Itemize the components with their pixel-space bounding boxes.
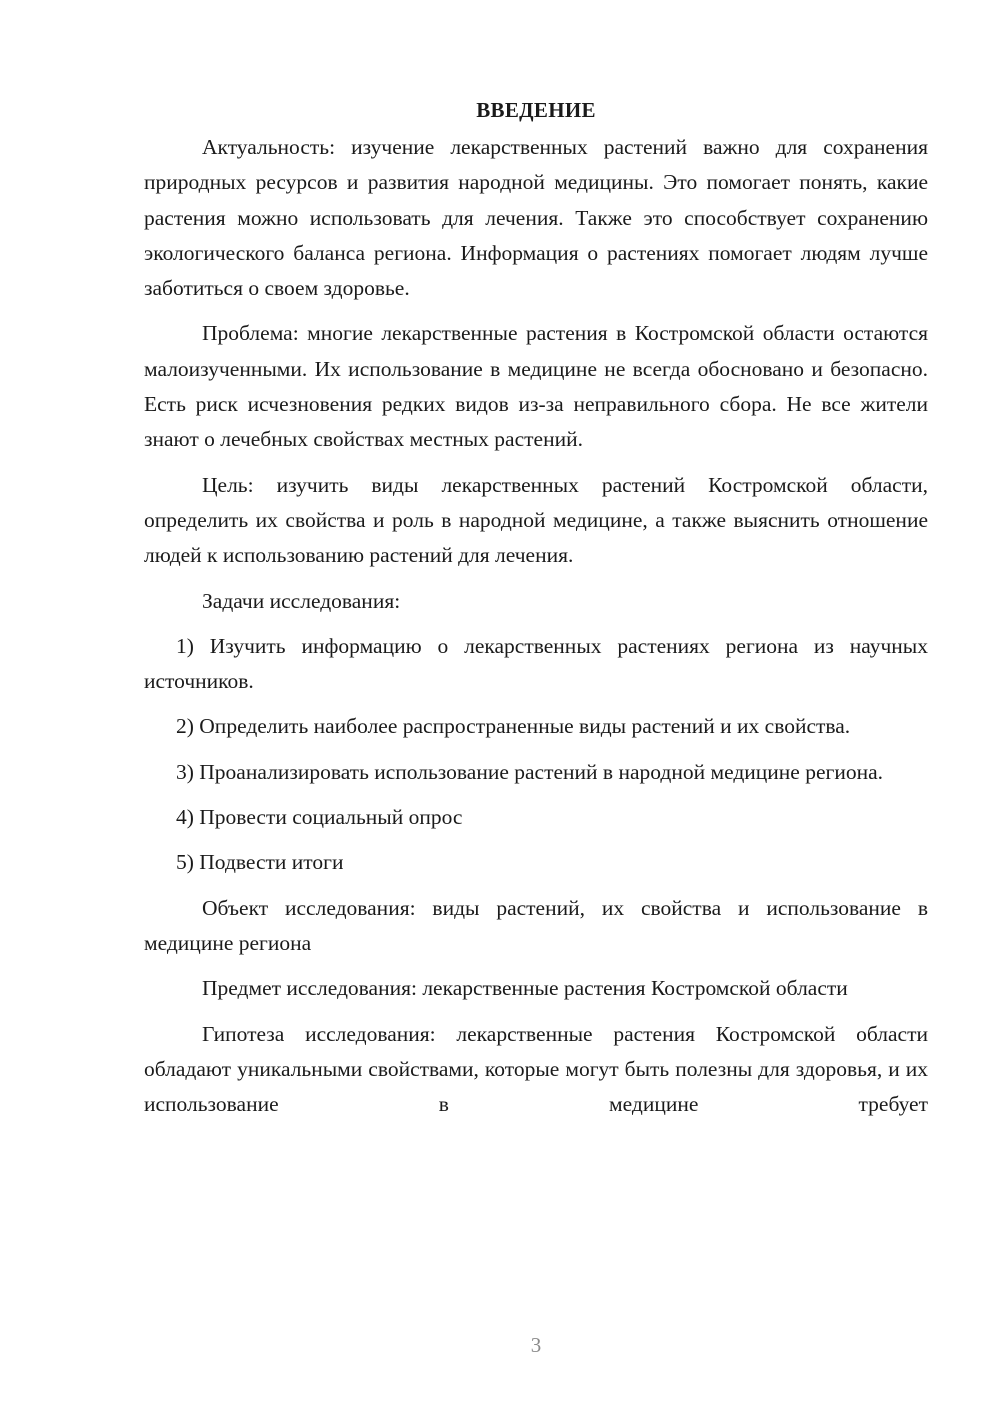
subject-paragraph: Предмет исследования: лекарственные растения Костромской области	[202, 976, 848, 1001]
goal-paragraph: Цель: изучить виды лекарственных растений Костромской области, определить их свойства и роль в народной медицине, а также выяснить отношение людей к использованию растений для лечения.	[144, 472, 928, 568]
task-item-1: 1) Изучить информацию о лекарственных растениях региона из научных источников.	[144, 633, 928, 694]
hypothesis-paragraph: Гипотеза исследования: лекарственные растения Костромской области обладают уникальными свойствами, которые могут быть полезны для здоровья, и их использование в медицине требует	[144, 1021, 928, 1117]
task-item-4: 4) Провести социальный опрос	[176, 805, 463, 830]
task-item-2: 2) Определить наиболее распространенные виды растений и их свойства.	[176, 714, 851, 739]
page-number: 3	[530, 1333, 542, 1357]
problem-paragraph: Проблема: многие лекарственные растения в Костромской области остаются малоизученными. Их использование в медицине не всегда обосновано и безопасно. Есть риск исчезновения редких видов из-за неправильного сбора. Не все жители знают о лечебных свойствах местных растений.	[144, 321, 928, 452]
object-paragraph: Объект исследования: виды растений, их свойства и использование в медицине региона	[144, 895, 928, 955]
task-item-5: 5) Подвести итоги	[176, 850, 344, 875]
relevance-paragraph: Актуальность: изучение лекарственных растений важно для сохранения природных ресурсов и развития народной медицины. Это помогает понять, какие растения можно использовать для лечения. Также это способствует сохранению экологического баланса региона. Информация о растениях помогает людям лучше заботиться о своем здоровье.	[144, 135, 928, 301]
tasks-heading: Задачи исследования:	[202, 588, 401, 613]
document-page	[144, 95, 928, 1122]
page-title: ВВЕДЕНИЕ	[476, 98, 596, 122]
task-item-3: 3) Проанализировать использование растений в народной медицине региона.	[176, 759, 884, 784]
